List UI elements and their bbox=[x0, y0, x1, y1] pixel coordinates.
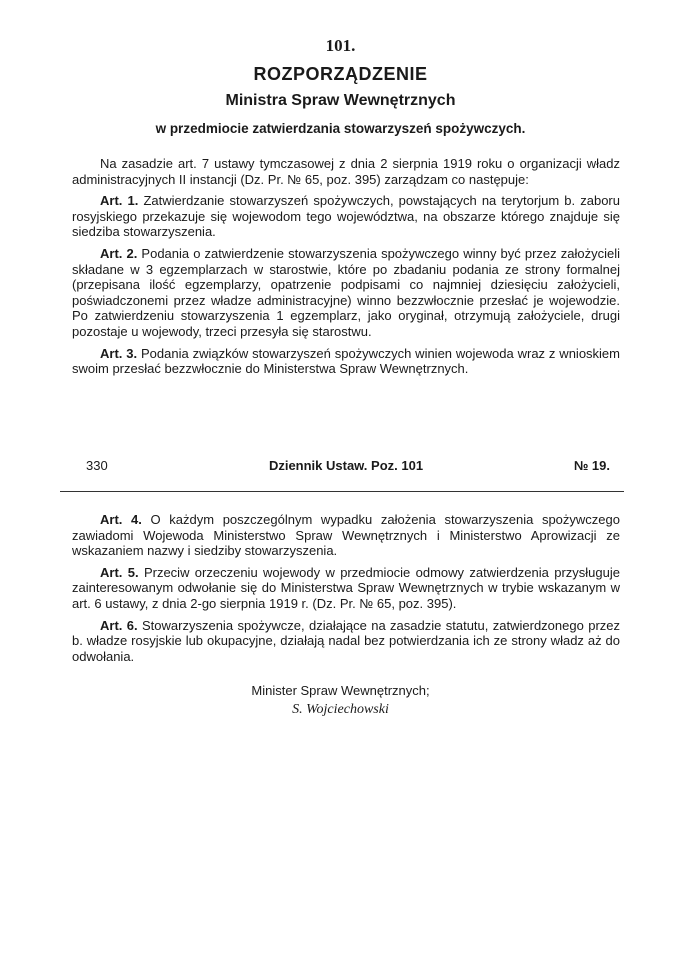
signer-title: Minister Spraw Wewnętrznych; bbox=[251, 683, 430, 698]
article-3 bbox=[72, 346, 620, 377]
article-5 bbox=[72, 565, 620, 612]
document-issuer: Ministra Spraw Wewnętrznych bbox=[225, 92, 456, 109]
article-label: Art. 5. bbox=[100, 564, 139, 580]
document-subject: w przedmiocie zatwierdzania stowarzyszeń spożywczych. bbox=[155, 121, 526, 136]
divider bbox=[60, 491, 624, 492]
article-label: Art. 3. bbox=[100, 345, 138, 361]
page-number: 330 bbox=[86, 458, 108, 473]
article-text: Zatwierdzanie stowarzyszeń spożywczych, powstających na terytorjum b. zaboru rosyjskiego przekazuje się wojewodom tego województwa, na obszarze którego znajduje się siedziba stowarzyszenia. bbox=[72, 193, 620, 240]
journal-reference: Dziennik Ustaw. Poz. 101 bbox=[268, 458, 424, 473]
article-label: Art. 2. bbox=[100, 245, 138, 261]
article-text: Przeciw orzeczeniu wojewody w przedmiocie odmowy zatwierdzenia przysługuje zainteresowanym odwołanie się do Ministerstwa Spraw Wewnętrznych w trybie wskazanym w art. 6 ustawy, z dnia 2-go sierpnia 1919 r. (Dz. Pr. № 65, poz. 395). bbox=[72, 564, 620, 611]
body-upper bbox=[72, 156, 620, 377]
body-lower bbox=[72, 512, 620, 664]
article-text: Stowarzyszenia spożywcze, działające na zasadzie statutu, zatwierdzonego przez b. władze rosyjskie lub okupacyjne, działają nadal bez potwierdzania ich ze strony władz aż do odwołania. bbox=[72, 617, 621, 664]
document-title: ROZPORZĄDZENIE bbox=[253, 64, 428, 84]
article-4 bbox=[72, 512, 620, 559]
article-text: Podania związków stowarzyszeń spożywczych winien wojewoda wraz z wnioskiem swoim przesłać bezzwłocznie do Ministerstwa Spraw Wewnętrznych. bbox=[72, 345, 620, 377]
article-text: O każdym poszczególnym wypadku założenia stowarzyszenia spożywczego zawiadomi Wojewoda Ministerstwo Spraw Wewnętrznych i Ministerstwo Aprowizacji ze wskazaniem nazwy i siedziby stowarzyszenia. bbox=[72, 512, 620, 559]
document-number: 101. bbox=[325, 36, 356, 55]
article-label: Art. 6. bbox=[100, 617, 138, 633]
issue-number: № 19. bbox=[573, 458, 610, 473]
article-1 bbox=[72, 193, 620, 240]
article-label: Art. 4. bbox=[100, 512, 142, 527]
article-6 bbox=[72, 618, 620, 665]
article-label: Art. 1. bbox=[100, 193, 139, 209]
signature: S. Wojciechowski bbox=[292, 702, 389, 717]
page-footer bbox=[72, 458, 620, 478]
article-text: Podania o zatwierdzenie stowarzyszenia spożywczego winny być przez założycieli składane w 3 egzemplarzach w starostwie, które po zbadaniu podania ze strony formalnej (przepisana ilość egzemplarzy, opatrzenie podpisami co najmniej dziesięciu założycieli, poświadczonemi przez władze administracyjne) winno bezzwłocznie przesłać je wojewodzie. Po zatwierdzeniu stowarzyszenia 1 egzemplarz, jako oryginał, otrzymują założyciele, drugi pozostaje u wojewody, trzeci przesyła się starostwu. bbox=[72, 245, 620, 339]
article-2 bbox=[72, 246, 620, 340]
preamble: Na zasadzie art. 7 ustawy tymczasowej z dnia 2 sierpnia 1919 roku o organizacji władz administracyjnych II instancji (Dz. Pr. № 65, poz. 395) zarządzam co następuje: bbox=[72, 156, 620, 187]
